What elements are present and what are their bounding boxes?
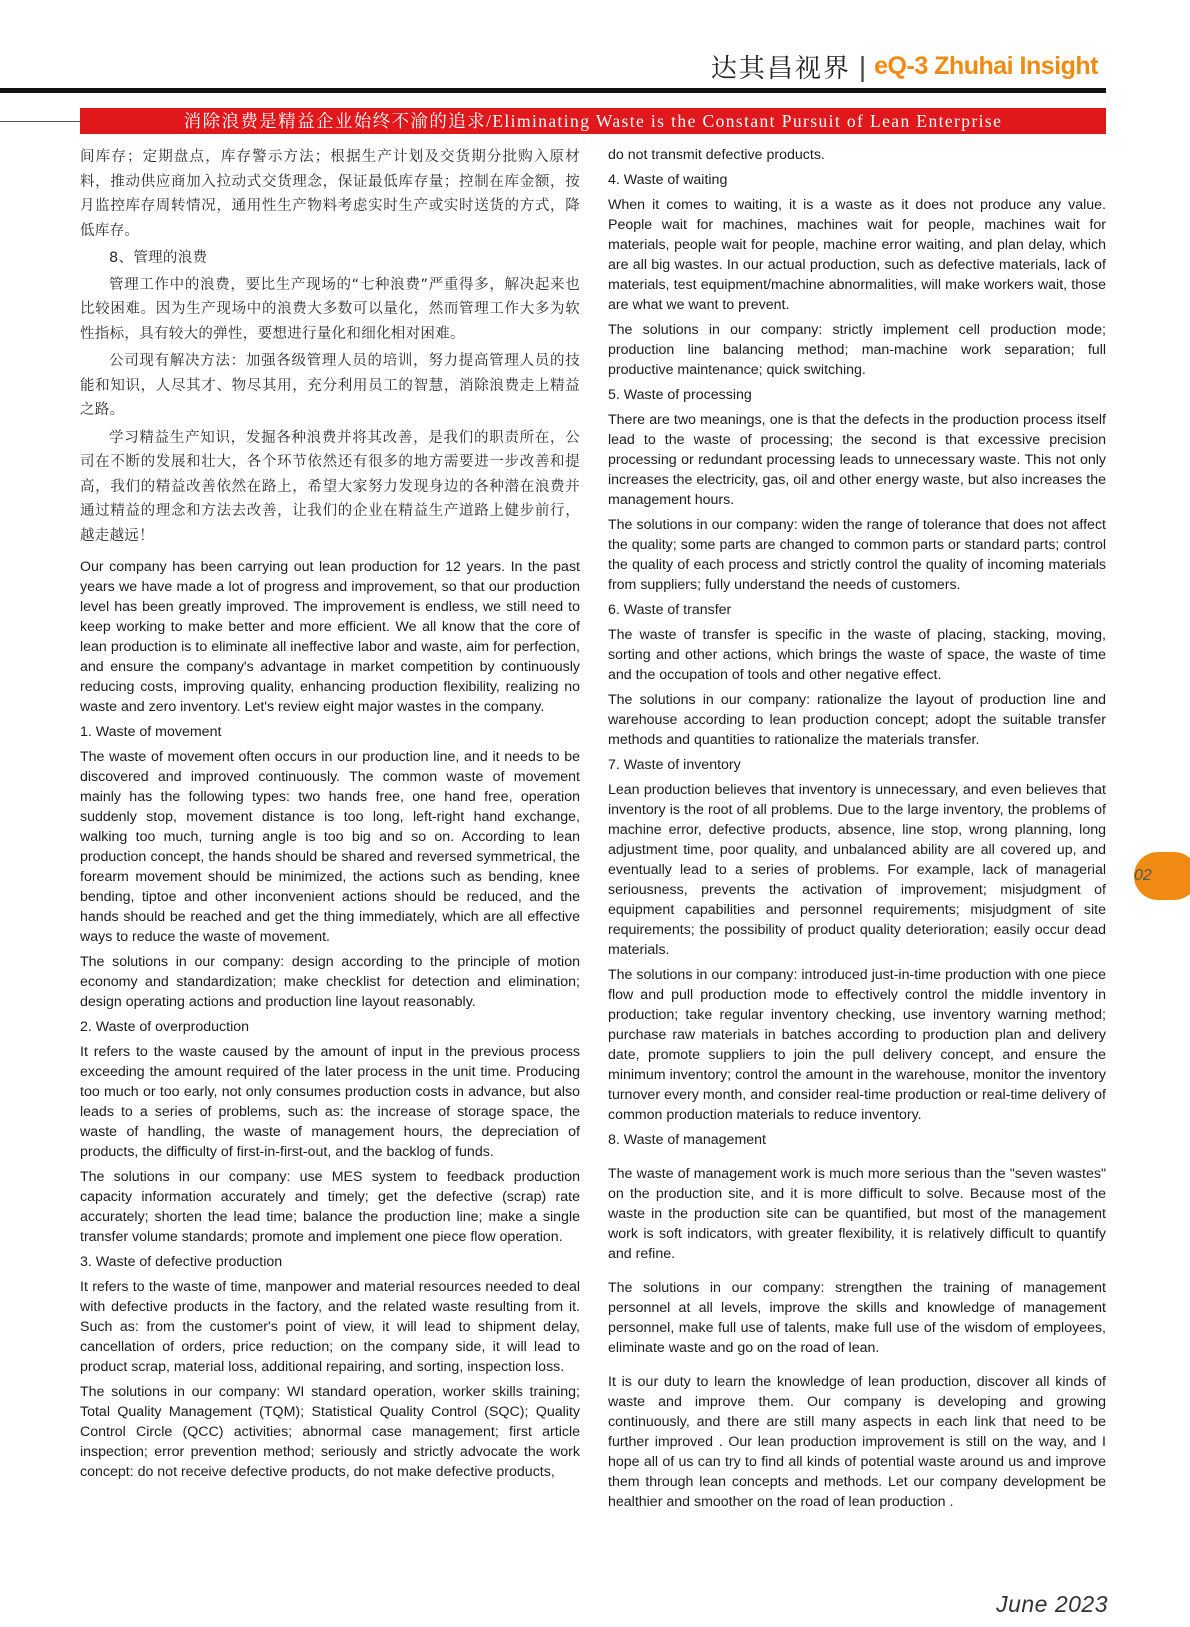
masthead: [711, 48, 1098, 85]
solution-paragraph: The solutions in our company: strictly implement cell production mode; production line balancing method; man-machine work separation; full productive maintenance; quick switching.: [608, 322, 1106, 378]
section-banner: 消除浪费是精益企业始终不渝的追求/Eliminating Waste is the Constant Pursuit of Lean Enterprise: [80, 108, 1106, 134]
banner-left-line: [0, 121, 82, 122]
body-paragraph: There are two meanings, one is that the defects in the production process itself lead to the waste of processing; the second is that excessive precision processing or redundant processing leads to unnecessary waste. This not only increases the electricity, gas, oil and other energy waste, but also increases the management hours.: [608, 412, 1106, 508]
section-heading: 3. Waste of defective production: [80, 1254, 283, 1270]
body-paragraph: It refers to the waste of time, manpower and material resources needed to deal with defective products in the factory, and the related waste resulting from it. Such as: from the customer's point of view, it will lead to shipment delay, cancellation of orders, price reduction; on the company side, it will lead to product scrap, material loss, additional repairing, and sorting, inspection loss.: [80, 1279, 580, 1375]
body-paragraph: When it comes to waiting, it is a waste as it does not produce any value. People wait for machines, machines wait for people, machines wait for materials, people wait for people, machine error waiting, and plan delay, which are all big wastes. In our actual production, such as defective materials, lack of materials, test equipment/machine abnormalities, will make workers wait, those are what we want to prevent.: [608, 197, 1106, 313]
zh-heading: 8、管理的浪费: [109, 250, 208, 266]
solution-paragraph: The solutions in our company: design according to the principle of motion economy and standardization; make checklist for detection and elimination; design operating actions and production line layout reasonably.: [80, 954, 580, 1010]
body-paragraph: The waste of movement often occurs in our production line, and it needs to be discovered and improved continuously. The common waste of movement mainly has the following types: two hands free, one hand free, operation suddenly stop, movement distance is too long, left-right hand exchange, walking too much, turning angle is too big and so on. According to lean production concept, the hands should be shared and reversed symmetrical, the forearm movement should be minimized, the actions such as bending, knee bending, tiptoe and other inconvenient actions should be reduced, and the hands should be reached and get the thing immediately, which are all effective ways to reduce the waste of movement.: [80, 749, 580, 945]
continued-paragraph: do not transmit defective products.: [608, 147, 825, 163]
zh-paragraph: 学习精益生产知识，发掘各种浪费并将其改善，是我们的职责所在，公司在不断的发展和壮大，各个环节依然还有很多的地方需要进一步改善和提高，我们的精益改善依然在路上，希望大家努力发现身边的各种潜在浪费并通过精益的理念和方法去改善，让我们的企业在精益生产道路上健步前行，越走越远！: [80, 429, 580, 544]
body-paragraph: The waste of transfer is specific in the waste of placing, stacking, moving, sorting and other actions, which brings the waste of space, the waste of time and the occupation of tools and other negative effect.: [608, 627, 1106, 683]
section-heading: 6. Waste of transfer: [608, 602, 732, 618]
brand-title-zh: 达其昌视界: [710, 54, 851, 84]
page-number: 02: [1134, 867, 1152, 884]
header-rule: [0, 88, 1106, 93]
body-paragraph: Lean production believes that inventory is unnecessary, and even believes that inventory is the root of all problems. Due to the large inventory, the problems of machine error, defective products, absence, line stop, wrong planning, long adjustment time, poor quality, and unbalanced ability are all covered up, and eventually lead to a series of problems. For example, lack of managerial seriousness, prevents the activation of improvement; misjudgment of equipment capabilities and personnel requirements; misjudgment of site requirements; the possibility of product quality deterioration; easily occur dead materials.: [608, 782, 1106, 958]
section-heading: 4. Waste of waiting: [608, 172, 728, 188]
solution-paragraph: The solutions in our company: WI standard operation, worker skills training; Total Quality Management (TQM); Statistical Quality Control (SQC); Quality Control Circle (QCC) activities; abnormal case management; first article inspection; error prevention method; seriously and strictly advocate the work concept: do not receive defective products, do not make defective products,: [80, 1384, 580, 1480]
solution-paragraph: The solutions in our company: rationalize the layout of production line and warehouse according to lean production concept; adopt the suitable transfer methods and quantities to rationalize the materials transfer.: [608, 692, 1106, 748]
right-column: [608, 145, 1106, 1517]
brand-separator: |: [858, 50, 867, 82]
en-intro-paragraph: Our company has been carrying out lean production for 12 years. In the past years we have made a lot of progress and improvement, so that our production level has been greatly improved. The improvement is endless, we still need to keep working to make better and more efficient. We all know that the core of lean production is to eliminate all ineffective labor and waste, aim for perfection, and ensure the company's advantage in market competition by continuously reducing costs, improving quality, enhancing production flexibility, realizing no waste and zero inventory. Let's review eight major wastes in the company.: [80, 559, 580, 715]
brand-title-en: eQ-3 Zhuhai Insight: [874, 52, 1098, 80]
body-paragraph: The waste of management work is much more serious than the "seven wastes" on the production site, and it is more difficult to solve. Because most of the waste in the production site can be quantified, but most of the management work is soft indicators, with greater flexibility, it is relatively difficult to quantify and refine.: [608, 1166, 1106, 1262]
section-heading: 2. Waste of overproduction: [80, 1019, 250, 1035]
section-heading: 1. Waste of movement: [80, 724, 222, 740]
solution-paragraph: The solutions in our company: strengthen the training of management personnel at all levels, improve the skills and knowledge of management personnel, make full use of talents, make full use of the wisdom of employees, eliminate waste and go on the road of lean.: [608, 1280, 1106, 1356]
section-heading: 8. Waste of management: [608, 1132, 766, 1148]
issue-date: June 2023: [996, 1591, 1108, 1617]
solution-paragraph: The solutions in our company: use MES system to feedback production capacity information accurately and timely; get the defective (scrap) rate accurately; shorten the lead time; balance the production line; make a single transfer volume standards; promote and implement one piece flow operation.: [80, 1169, 580, 1245]
zh-paragraph: 管理工作中的浪费，要比生产现场的“七种浪费”严重得多，解决起来也比较困难。因为生产现场中的浪费大多数可以量化，然而管理工作大多为软性指标，具有较大的弹性，要想进行量化和细化相对困难。: [80, 276, 580, 342]
left-column: [80, 145, 580, 1487]
body-paragraph: It refers to the waste caused by the amount of input in the previous process exceeding the amount required of the later process in the unit time. Producing too much or too early, not only consumes production costs in advance, but also leads to a series of problems, such as: the increase of storage space, the waste of handling, the waste of management hours, the depreciation of products, the difficulty of first-in-first-out, and the backlog of funds.: [80, 1044, 580, 1160]
solution-paragraph: The solutions in our company: widen the range of tolerance that does not affect the quality; some parts are changed to common parts or standard parts; control the quality of each process and strictly control the quality of incoming materials from suppliers; fully understand the needs of customers.: [608, 517, 1106, 593]
solution-paragraph: The solutions in our company: introduced just-in-time production with one piece flow and pull production mode to effectively control the middle inventory in production; take regular inventory checking, use inventory warning method; purchase raw materials in batches according to production plan and delivery date, promote suppliers to join the pull delivery concept, and ensure the minimum inventory; control the amount in the warehouse, monitor the inventory turnover every month, and consider real-time production or real-time delivery of common production materials to reduce inventory.: [608, 967, 1106, 1123]
closing-paragraph: It is our duty to learn the knowledge of lean production, discover all kinds of waste and improve them. Our company is developing and growing continuously, and there are still many aspects in each link that need to be further improved . Our lean production improvement is still on the way, and I hope all of us can try to find all kinds of potential waste around us and improve them through lean concepts and methods. Let our company development be healthier and smoother on the road of lean production .: [608, 1374, 1106, 1510]
zh-paragraph: 间库存；定期盘点，库存警示方法；根据生产计划及交货期分批购入原材料，推动供应商加入拉动式交货理念，保证最低库存量；控制在库金额，按月监控库存周转情况，通用性生产物料考虑实时生产或实时送货的方式，降低库存。: [80, 149, 580, 239]
section-heading: 7. Waste of inventory: [608, 757, 741, 773]
section-heading: 5. Waste of processing: [608, 387, 752, 403]
zh-paragraph: 公司现有解决方法：加强各级管理人员的培训，努力提高管理人员的技能和知识，人尽其才、物尽其用，充分利用员工的智慧，消除浪费走上精益之路。: [80, 353, 580, 418]
